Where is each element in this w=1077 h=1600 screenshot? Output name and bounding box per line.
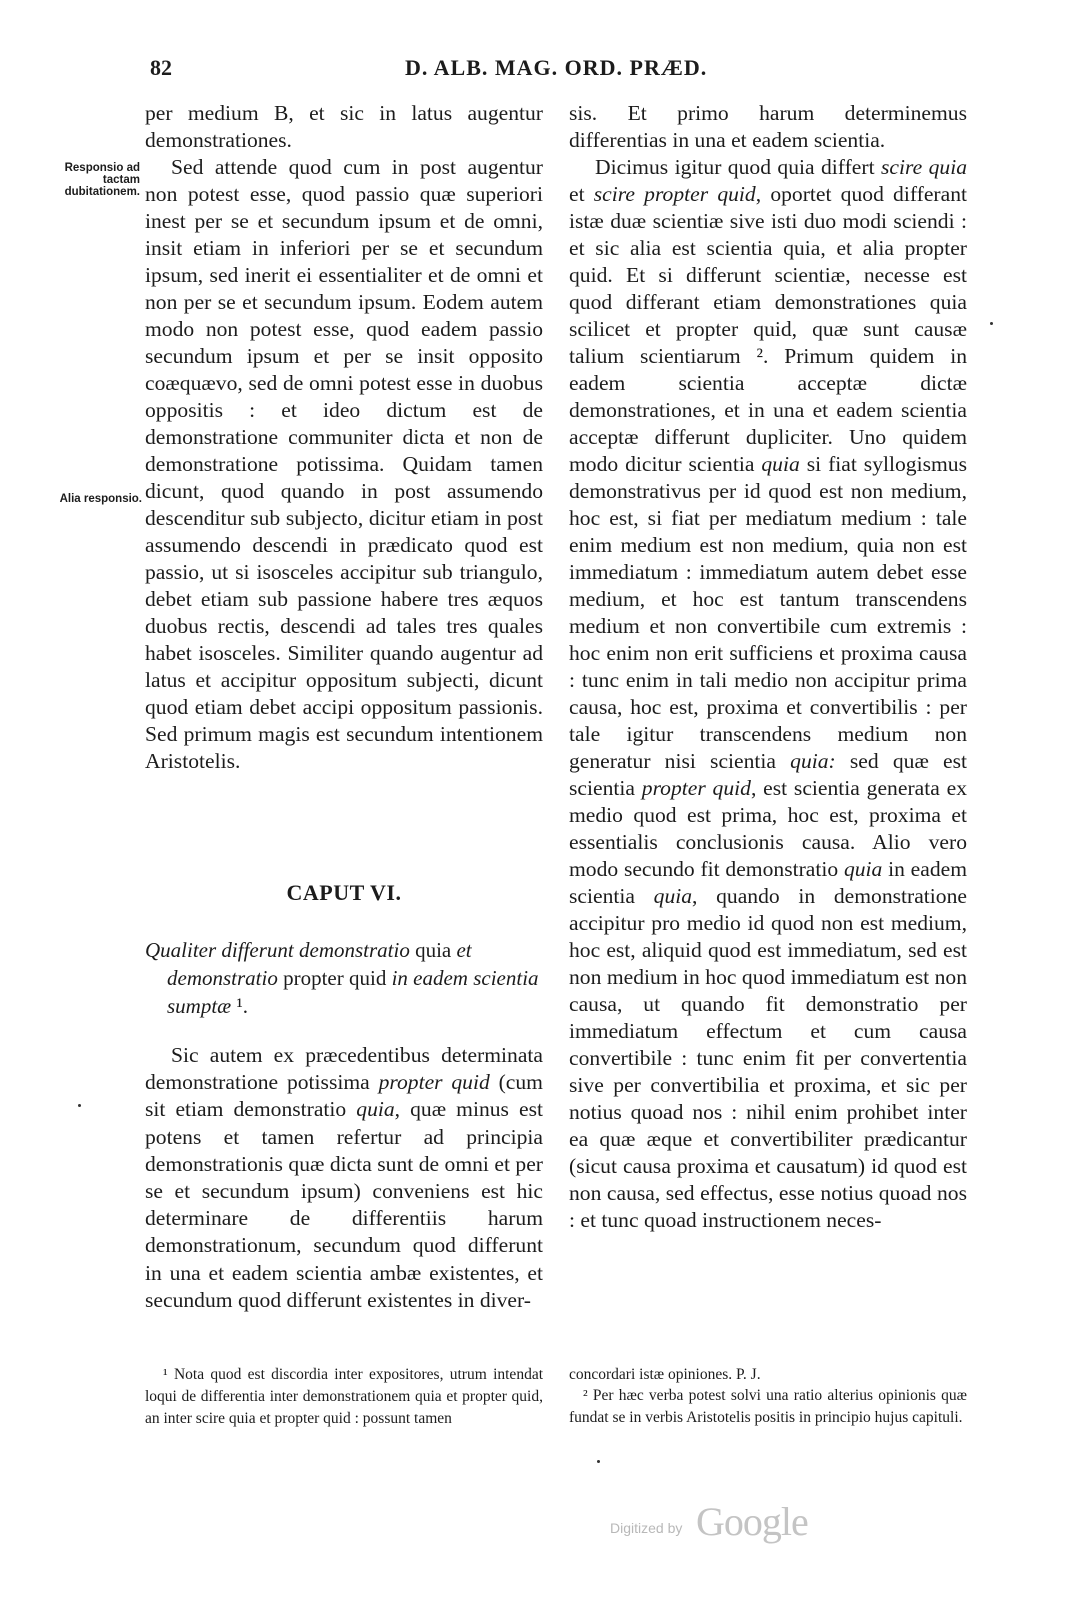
text-run: quia bbox=[653, 884, 693, 908]
chapter-body bbox=[145, 1042, 543, 1314]
ink-speck bbox=[78, 1104, 81, 1107]
subtitle-part: demonstratio bbox=[167, 966, 278, 990]
footnote-1: ¹ Nota quod est discordia inter expositores, utrum intendat loqui de differentia inter demonstrationem quia et propter quid, an inter scire quia et propter quid : possunt tamen bbox=[145, 1366, 543, 1427]
body-part: Sic autem ex præcedentibus determinata demonstratione potissima bbox=[145, 1043, 543, 1095]
footnote-2: ² Per hæc verba potest solvi una ratio alterius opinionis quæ fundat se in verbis Aristotelis positis in principio hujus capituli. bbox=[569, 1387, 967, 1426]
chapter-subtitle bbox=[145, 936, 543, 1020]
subtitle-part: in eadem scientia sumptæ bbox=[167, 966, 539, 1018]
subtitle-part: et bbox=[456, 938, 472, 962]
margin-note-alternate-response: Alia responsio. bbox=[59, 493, 142, 505]
margin-note-response: Responsio ad tactam dubitationem. bbox=[64, 162, 140, 198]
digitized-by-text: Digitized by bbox=[610, 1520, 683, 1536]
google-logo: Google bbox=[696, 1499, 808, 1544]
right-para-1: sis. Et primo harum determinemus differentias in una et eadem scientia. bbox=[569, 101, 967, 152]
text-run: quia bbox=[843, 857, 883, 881]
text-run: scire propter quid bbox=[593, 182, 756, 206]
running-head: D. ALB. MAG. ORD. PRÆD. bbox=[405, 55, 708, 80]
subtitle-part: quia bbox=[409, 938, 457, 962]
body-part: (cum sit etiam demonstratio bbox=[145, 1070, 543, 1122]
subtitle-part: Qualiter differunt demonstratio bbox=[145, 938, 410, 962]
text-run: quia: bbox=[790, 749, 836, 773]
ink-speck bbox=[597, 1460, 600, 1463]
ink-speck bbox=[990, 322, 993, 325]
text-run: quia bbox=[761, 452, 800, 476]
text-run: propter quid bbox=[641, 776, 751, 800]
text-run: sed quæ est scientia bbox=[569, 749, 967, 800]
body-part: , quæ minus est potens et tamen refertur ad principia demonstrationis quæ dicta sunt de omni et per se et secundum ipsum) conveniens est hic determinare de differentiis harum demonstrationum, secundum quod differunt in una et eadem scientia ambæ existentes, et secundum quod differunt existentes in diver- bbox=[145, 1097, 544, 1312]
subtitle-part: propter quid bbox=[277, 966, 392, 990]
text-run: , est scientia generata ex medio quod est prima, hoc est, proxima et essentialis conclusionis causa. Alio vero modo secundo fit demonstratio bbox=[569, 776, 967, 881]
text-run: et bbox=[569, 182, 594, 206]
body-part: propter quid bbox=[378, 1070, 490, 1095]
body-part: quia bbox=[356, 1097, 395, 1122]
left-para-1: per medium B, et sic in latus augentur demonstrationes. bbox=[145, 101, 543, 152]
right-para-2 bbox=[569, 154, 967, 1234]
right-column bbox=[569, 100, 967, 1234]
text-run: , oportet quod differant istæ duæ scientiæ sive isti duo modi sciendi : et sic alia est scientia quia, et alia propter quid. Et si differunt scientiæ, necesse est quod differant etiam demonstrationes quia scilicet et propter quid, quæ sunt causæ talium scientiarum ². Primum quidem in eadem scientia acceptæ dictæ demonstrationes, et in una et eadem scientia acceptæ differunt dupliciter. Uno quidem modo dicitur scientia bbox=[569, 182, 967, 476]
text-run: si fiat syllogismus demonstrativus per id quod est non medium, hoc est, si fiat per mediatum medium : tale enim medium est non medium, quia non est immediatum : immediatum autem debet esse medium, et hoc est tantum transcendens medium et non convertibile cum extremis : hoc enim non erit sufficiens et proxima causa : tunc enim in tali medio non accipitur prima causa, hoc est, proxima et convertibilis : per tale igitur transcendens medium non generatur nisi scientia bbox=[569, 452, 967, 773]
text-run: in eadem scientia bbox=[569, 857, 967, 908]
google-watermark bbox=[610, 1498, 850, 1548]
text-run: , quando in demonstratione accipitur pro medio id quod non est medium, hoc est, aliquid quod est immediatum, sed est non medium in hoc quod immediatum est non causa, ut quando fit demonstratio per immediatum effectum et cum causa convertibile : tunc enim fit per convertentia sive per convertibilia et proxima, et sic per notius quoad nos : nihil enim prohibet inter ea quæ æque et convertibiliter prædicantur (sicut causa proxima et causatum) id quod est non causa, sed effectus, esse notius quoad nos : et tunc quoad instructionem neces- bbox=[569, 884, 967, 1232]
chapter-heading: CAPUT VI. bbox=[286, 880, 402, 905]
footnote-1-continued: concordari istæ opiniones. P. J. bbox=[569, 1366, 761, 1383]
page-number: 82 bbox=[150, 55, 172, 80]
text-run: scire quia bbox=[881, 155, 967, 179]
left-para-2: Sed attende quod cum in post augentur non potest esse, quod passio quæ superiori inest per se et secundum ipsum et de omni, insit etiam in inferiori per se et secundum ipsum, sed inerit ei essentialiter et de omni et non per se et secundum ipsum. Eodem autem modo non potest esse, quod eadem passio secundum ipsum et per se insit opposito coæquævo, sed de omni potest esse in duobus oppositis : et ideo dictum est de demonstratione communiter dicta et non de demonstratione potissima. Quidam tamen dicunt, quod quando in post assumendo descenditur sub subjecto, dicitur etiam in post assumendo descendi in prædicato quod est passio, ut si isosceles accipitur sub triangulo, debet etiam sub passione habere tres æquos duobus rectis, descendi ad tales tres quales habet isosceles. Similiter quando augentur ad latus et accipitur oppositum subjecti, dicunt quod etiam debet accipi oppositum passionis. Sed primum magis est secundum intentionem Aristotelis. bbox=[145, 155, 543, 773]
subtitle-part: ¹. bbox=[231, 994, 248, 1018]
left-column bbox=[145, 100, 543, 775]
text-run: Dicimus igitur quod quia differt bbox=[595, 155, 881, 179]
